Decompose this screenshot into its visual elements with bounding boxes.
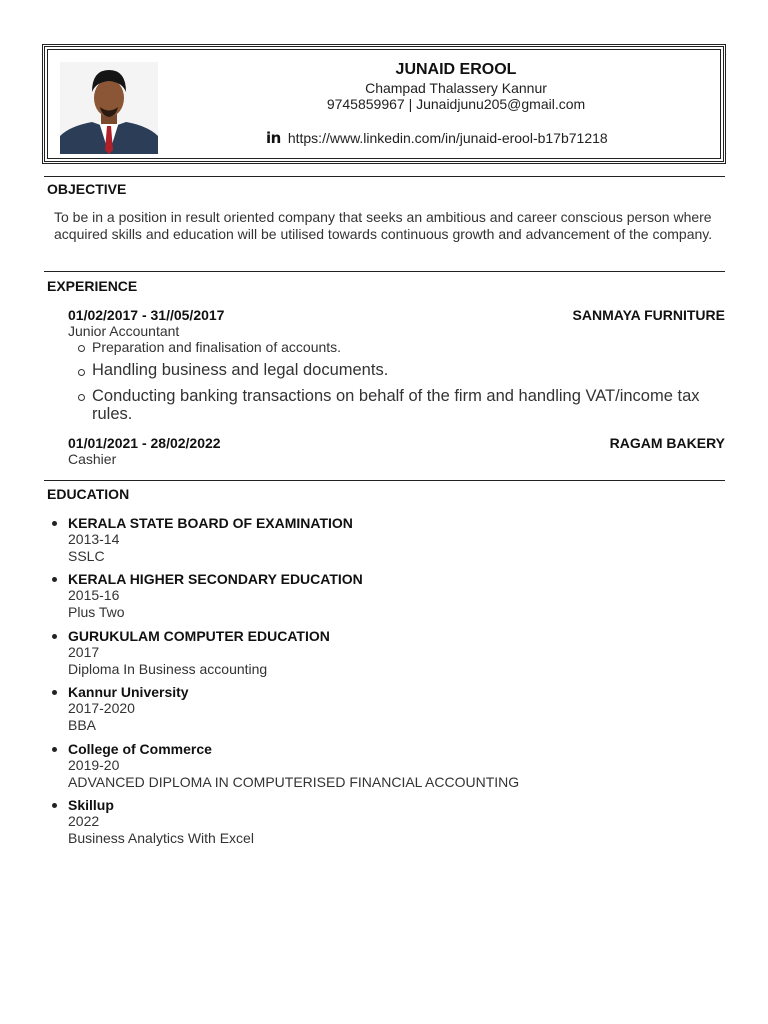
divider [44, 480, 725, 481]
education-year: 2017-2020 [68, 700, 135, 717]
bullet-icon [52, 803, 57, 808]
education-year: 2019-20 [68, 757, 120, 774]
bullet-icon [52, 521, 57, 526]
linkedin-link[interactable]: https://www.linkedin.com/in/junaid-erool-b17b71218 [287, 130, 608, 146]
education-year: 2017 [68, 644, 100, 661]
job-role: Cashier [68, 451, 117, 467]
education-item [68, 628, 330, 677]
education-institution: Kannur University [68, 684, 189, 700]
bullet-icon [52, 747, 57, 752]
education-institution: KERALA STATE BOARD OF EXAMINATION [68, 515, 353, 531]
experience-title: EXPERIENCE [47, 278, 138, 294]
education-year: 2022 [68, 813, 100, 830]
job-dates: 01/01/2021 - 28/02/2022 [68, 435, 221, 451]
linkedin-icon: in [266, 129, 281, 147]
education-institution: Skillup [68, 797, 114, 813]
job-duty: Preparation and finalisation of accounts. [92, 339, 342, 355]
education-course: Business Analytics With Excel [68, 829, 254, 846]
education-item [68, 797, 254, 846]
candidate-name: JUNAID EROOL [395, 61, 517, 78]
objective-text: To be in a position in result oriented company that seeks an ambitious and career conscious person where acquired skills and education will be utilised towards continuous growth and advancement of the company. [54, 209, 713, 242]
education-institution: KERALA HIGHER SECONDARY EDUCATION [68, 571, 363, 587]
education-institution: GURUKULAM COMPUTER EDUCATION [68, 628, 330, 644]
education-year: 2013-14 [68, 531, 120, 548]
circle-bullet-icon [78, 369, 85, 376]
job-role: Junior Accountant [68, 323, 180, 339]
linkedin-row[interactable] [266, 129, 608, 147]
education-course: Diploma In Business accounting [68, 660, 268, 677]
education-course: Plus Two [68, 603, 125, 620]
education-course: ADVANCED DIPLOMA IN COMPUTERISED FINANCIAL ACCOUNTING [68, 773, 520, 790]
job-duty: Conducting banking transactions on behalf of the firm and handling VAT/income tax rules. [92, 387, 700, 423]
profile-photo [60, 62, 158, 154]
job-header [68, 435, 725, 451]
circle-bullet-icon [78, 345, 85, 352]
bullet-icon [52, 577, 57, 582]
job-company: RAGAM BAKERY [609, 435, 725, 451]
education-title: EDUCATION [47, 486, 130, 502]
objective-title: OBJECTIVE [47, 181, 127, 197]
job-company: SANMAYA FURNITURE [572, 307, 725, 323]
bullet-icon [52, 690, 57, 695]
education-item [68, 741, 519, 790]
divider [44, 271, 725, 272]
education-item [68, 571, 363, 620]
address: Champad Thalassery Kannur [365, 80, 547, 96]
education-course: BBA [68, 716, 97, 733]
job-duty: Handling business and legal documents. [92, 361, 389, 379]
education-year: 2015-16 [68, 587, 120, 604]
contact-info: 9745859967 | Junaidjunu205@gmail.com [326, 96, 586, 112]
education-item [68, 515, 353, 564]
circle-bullet-icon [78, 394, 85, 401]
divider [44, 176, 725, 177]
education-item [68, 684, 189, 733]
job-dates: 01/02/2017 - 31//05/2017 [68, 307, 225, 323]
education-institution: College of Commerce [68, 741, 212, 757]
education-course: SSLC [68, 547, 105, 564]
job-header [68, 307, 725, 323]
bullet-icon [52, 634, 57, 639]
